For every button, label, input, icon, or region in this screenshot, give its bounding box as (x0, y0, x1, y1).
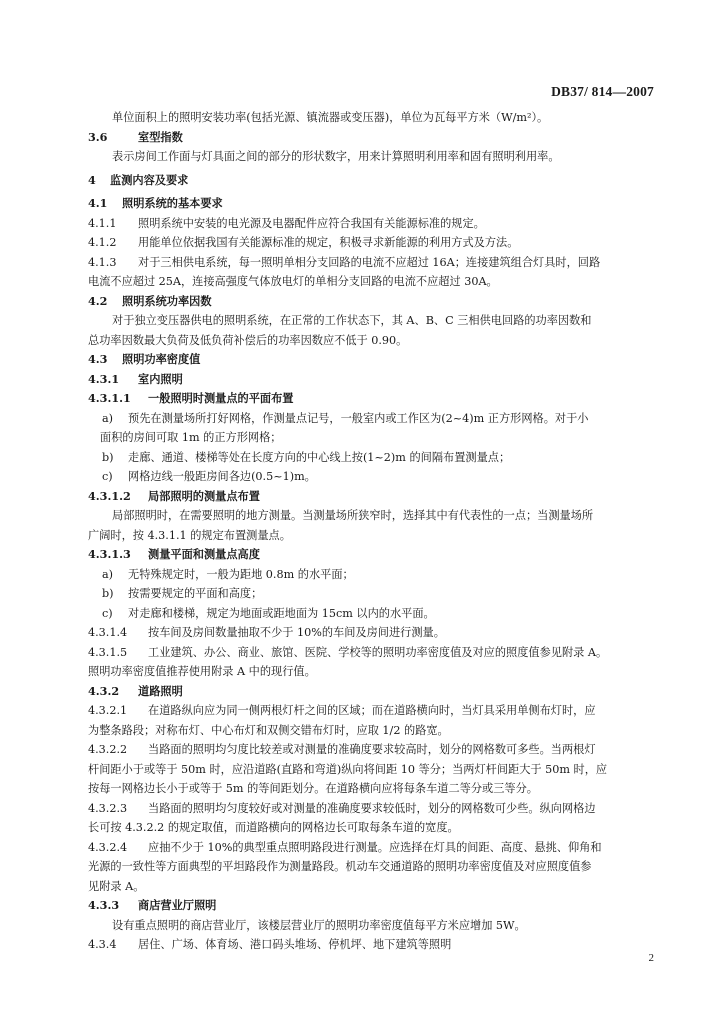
clause: 4.3.2.2 当路面的照明均匀度比较差或对测量的准确度要求较高时，划分的网格数可多些。当两根灯 (88, 743, 596, 756)
clause: 4.3.1.4 按车间及房间数量抽取不少于 10%的车间及房间进行测量。 (88, 626, 445, 639)
list-item: c) 网格边线一般距房间各边(0.5~1)m。 (102, 470, 316, 483)
section-heading: 4.3.1.1 一般照明时测量点的平面布置 (88, 391, 294, 405)
section-heading: 3.6 室型指数 (88, 129, 183, 144)
section-heading: 4.2 照明系统功率因数 (88, 293, 212, 308)
section-heading: 4.3.4 居住、广场、体育场、港口码头堆场、停机坪、地下建筑等照明 (88, 938, 452, 951)
clause-continuation: 照明功率密度值推荐使用附录 A 中的现行值。 (88, 665, 316, 678)
paragraph-continuation: 广阔时，按 4.3.1.1 的规定布置测量点。 (88, 528, 291, 542)
paragraph: 对于独立变压器供电的照明系统，在正常的工作状态下，其 A、B、C 三相供电回路的功率因数和 (112, 314, 592, 327)
clause-continuation: 为整条路段；对称布灯、中心布灯和双侧交错布灯时，应取 1/2 的路宽。 (88, 723, 449, 737)
section-heading: 4.3 照明功率密度值 (88, 352, 201, 366)
clause: 4.3.2.1 在道路纵向应为同一侧两根灯杆之间的区域；而在道路横向时，当灯具采用单侧布灯时，应 (88, 704, 596, 717)
clause-continuation: 长可按 4.3.2.2 的规定取值，而道路横向的网格边长可取每条车道的宽度。 (88, 821, 459, 834)
paragraph: 局部照明时，在需要照明的地方测量。当测量场所狭窄时，选择其中有代表性的一点；当测量场所 (112, 509, 594, 522)
list-item-continuation: 面积的房间可取 1m 的正方形网格； (100, 431, 282, 444)
section-heading: 4.3.1.2 局部照明的测量点布置 (88, 488, 260, 503)
list-item: a) 预先在测量场所打好网格，作测量点记号，一般室内或工作区为(2~4)m 正方形网格。对于小 (102, 411, 589, 425)
section-heading: 4.3.3 商店营业厅照明 (88, 898, 217, 912)
list-item: b) 按需要规定的平面和高度； (102, 587, 263, 600)
page-number: 2 (648, 952, 654, 964)
list-item: a) 无特殊规定时，一般为距地 0.8m 的水平面； (102, 567, 354, 581)
standard-code: DB37/ 814—2007 (551, 84, 654, 99)
list-item: c) 对走廊和楼梯，规定为地面或距地面为 15cm 以内的水平面。 (102, 606, 435, 620)
paragraph: 单位面积上的照明安装功率(包括光源、镇流器或变压器)，单位为瓦每平方米（W/m²）。 (112, 111, 549, 124)
clause: 4.3.2.3 当路面的照明均匀度较好或对测量的准确度要求较低时，划分的网格数可少些。纵向网格边 (88, 801, 596, 815)
section-heading: 4.3.2 道路照明 (88, 683, 183, 698)
clause: 4.1.1 照明系统中安装的电光源及电器配件应符合我国有关能源标准的规定。 (88, 216, 485, 230)
list-item: b) 走廊、通道、楼梯等处在长度方向的中心线上按(1~2)m 的间隔布置测量点； (102, 450, 511, 464)
clause: 4.1.3 对于三相供电系统，每一照明单相分支回路的电流不应超过 16A；连接建筑组合灯具时，回路 (88, 255, 601, 269)
paragraph: 设有重点照明的商店营业厅，该楼层营业厅的照明功率密度值每平方米应增加 5W。 (112, 918, 526, 932)
section-heading: 4.3.1.3 测量平面和测量点高度 (88, 547, 260, 561)
section-heading: 4 监测内容及要求 (88, 172, 189, 187)
section-heading: 4.1 照明系统的基本要求 (88, 196, 223, 210)
clause: 4.3.1.5 工业建筑、办公、商业、旅馆、医院、学校等的照明功率密度值及对应的照度值参见附录 A。 (88, 645, 608, 659)
clause: 4.3.2.4 应抽不少于 10%的典型重点照明路段进行测量。应选择在灯具的间距、高度、悬挑、仰角和 (88, 840, 602, 854)
clause-continuation: 见附录 A。 (88, 879, 145, 893)
clause-continuation: 杆间距小于或等于 50m 时，应沿道路(直路和弯道)纵向将间距 10 等分；当两灯杆间距大于 50m 时，应 (88, 762, 608, 776)
clause: 4.1.2 用能单位依据我国有关能源标准的规定，积极寻求新能源的利用方式及方法。 (88, 236, 519, 249)
clause-continuation: 光源的一致性等方面典型的平坦路段作为测量路段。机动车交通道路的照明功率密度值及对应照度值参 (88, 860, 592, 873)
paragraph-continuation: 总功率因数最大负荷及低负荷补偿后的功率因数应不低于 0.90。 (88, 333, 408, 347)
clause-continuation: 电流不应超过 25A，连接高强度气体放电灯的单相分支回路的电流不应超过 30A。 (88, 275, 498, 288)
document-body (88, 108, 658, 955)
clause-continuation: 按每一网格边长小于或等于 5m 的等间距划分。在道路横向应将每条车道二等分或三等分。 (88, 782, 538, 795)
paragraph: 表示房间工作面与灯具面之间的部分的形状数字，用来计算照明利用率和固有照明利用率。 (112, 150, 560, 163)
section-heading: 4.3.1 室内照明 (88, 371, 183, 386)
